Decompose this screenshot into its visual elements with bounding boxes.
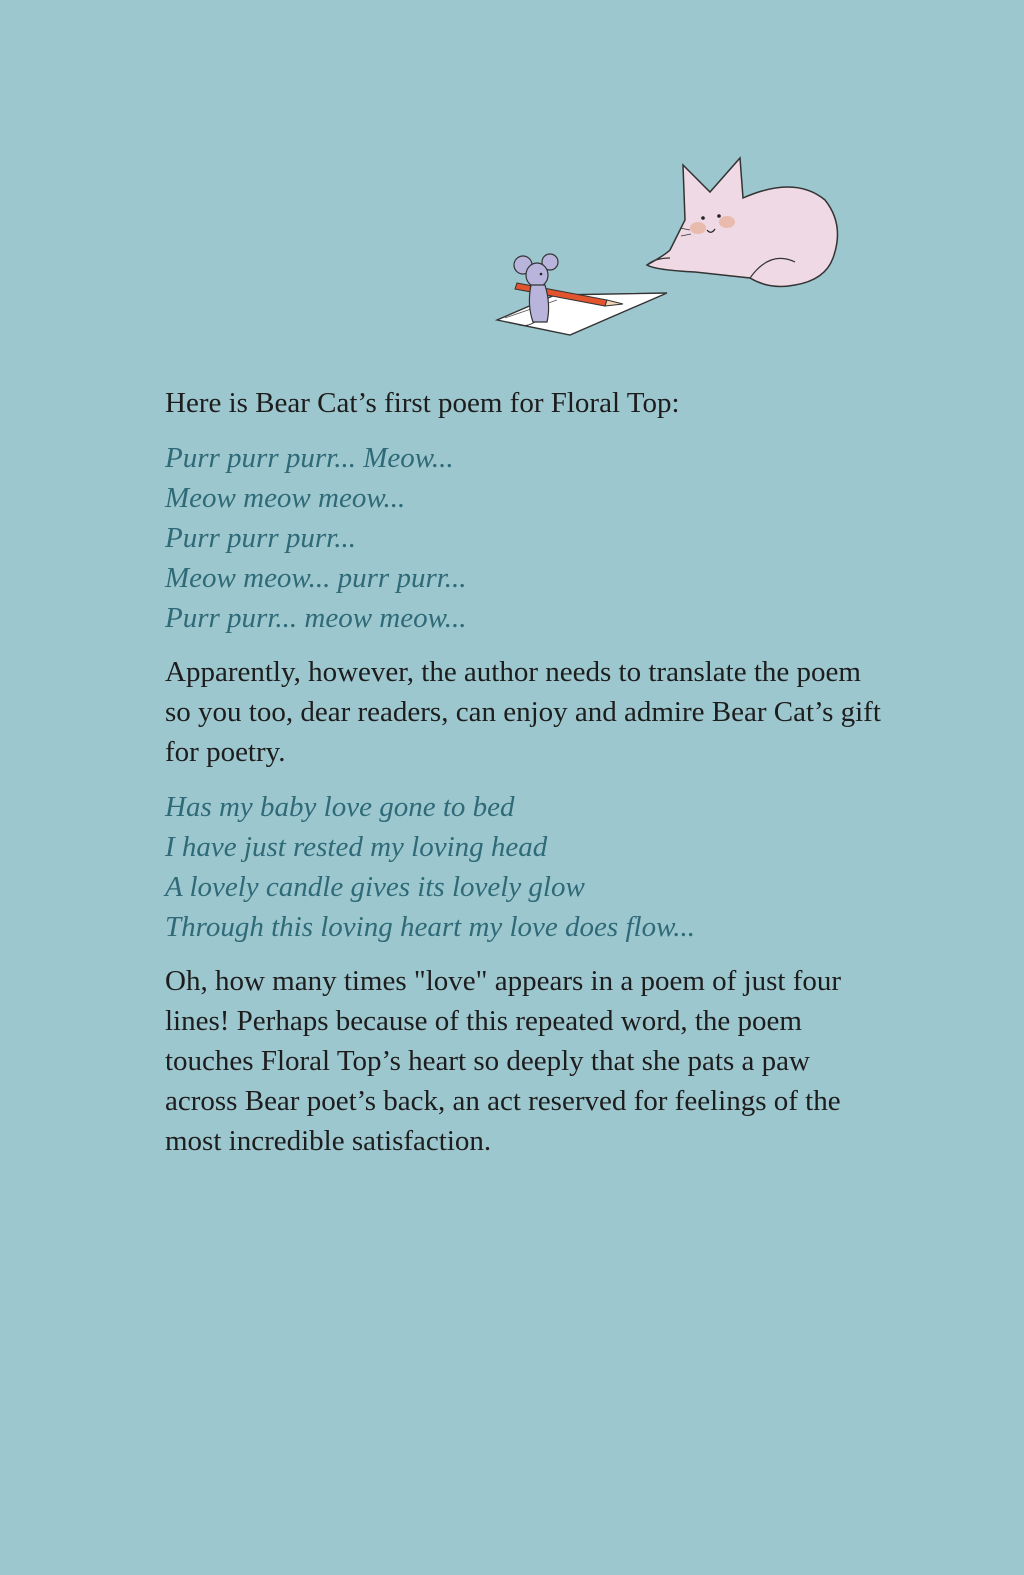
poem-line: Meow meow meow... [165,482,406,514]
cat-and-mouse-illustration [495,150,845,345]
poem-line: Purr purr purr... [165,522,356,554]
poem-line: Purr purr purr... Meow... [165,442,454,474]
cat-language-poem [165,438,885,638]
poem-line: I have just rested my loving head [165,831,548,863]
cat-figure [647,158,838,286]
poem-line: Meow meow... purr purr... [165,562,467,594]
poem-line: Purr purr... meow meow... [165,602,467,634]
intro-paragraph: Here is Bear Cat’s first poem for Floral Top: [165,387,680,419]
poem-line: A lovely candle gives its lovely glow [165,871,585,903]
poem-line: Through this loving heart my love does flow... [165,911,696,943]
closing-paragraph: Oh, how many times "love" appears in a poem of just four lines! Perhaps because of this repeated word, the poem touches Floral Top’s heart so deeply that she pats a paw across Bear poet’s back, an act reserved for feelings of the most incredible satisfaction. [165,965,842,1157]
translation-note-paragraph: Apparently, however, the author needs to translate the poem so you too, dear readers, can enjoy and admire Bear Cat’s gift for poetry. [165,656,881,768]
poem-line: Has my baby love gone to bed [165,791,515,823]
text-block [165,383,885,1161]
translated-poem [165,787,885,947]
